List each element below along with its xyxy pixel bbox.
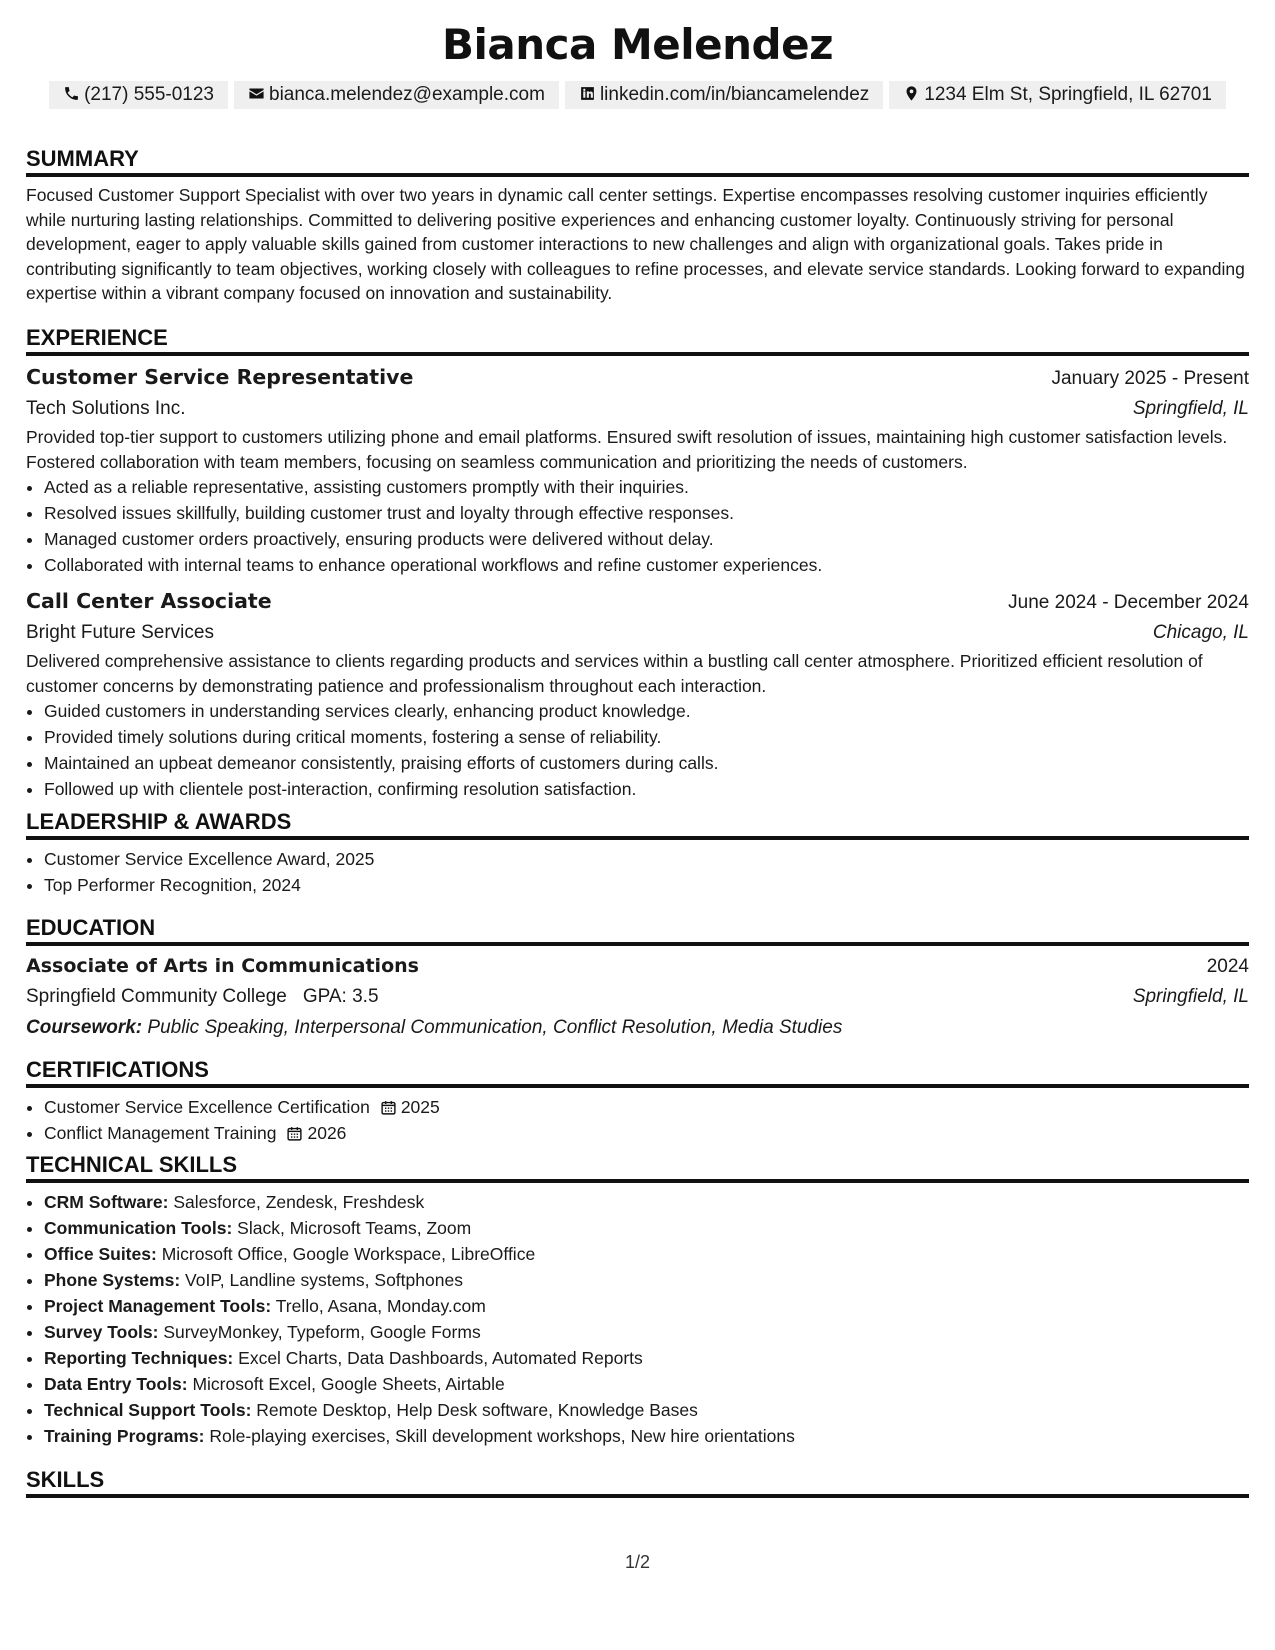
degree: Associate of Arts in Communications [26, 955, 419, 977]
list-item: • Resolved issues skillfully, building customer trust and loyalty through effective responses. [44, 500, 1249, 526]
list-item: • Customer Service Excellence Award, 2025 [44, 846, 1249, 872]
skill-values: Microsoft Excel, Google Sheets, Airtable [192, 1374, 505, 1394]
section-title: EXPERIENCE [26, 323, 1249, 356]
experience-section [26, 323, 1249, 802]
technical-skills-list [26, 1189, 1249, 1449]
list-item [44, 1267, 1249, 1293]
job-title: Customer Service Representative [26, 365, 414, 389]
section-title: EDUCATION [26, 913, 1249, 946]
awards-section [26, 807, 1249, 898]
contact-linkedin-text: linkedin.com/in/biancamelendez [599, 84, 870, 105]
envelope-icon [248, 85, 265, 102]
school-location: Springfield, IL [1132, 986, 1249, 1007]
certification-name: Customer Service Excellence Certification [44, 1097, 370, 1117]
list-item [44, 1120, 1249, 1146]
graduation-year: 2024 [1206, 956, 1249, 977]
calendar-icon [286, 1125, 303, 1142]
skills-section [26, 1465, 1249, 1504]
education-section [26, 913, 1249, 1042]
contact-linkedin[interactable] [565, 81, 883, 109]
skill-values: Role-playing exercises, Skill development workshops, New hire orientations [209, 1426, 795, 1446]
contact-email-text: bianca.melendez@example.com [269, 84, 545, 105]
certifications-list [26, 1094, 1249, 1146]
certification-name: Conflict Management Training [44, 1123, 277, 1143]
awards-list [26, 846, 1249, 898]
summary-section [26, 144, 1249, 306]
list-item [44, 1371, 1249, 1397]
list-item [44, 1319, 1249, 1345]
skill-category: Reporting Techniques: [44, 1348, 234, 1368]
skill-category: Communication Tools: [44, 1218, 233, 1238]
certification-year: 2025 [400, 1097, 440, 1117]
skill-values: Slack, Microsoft Teams, Zoom [237, 1218, 472, 1238]
certification-year: 2026 [307, 1123, 347, 1143]
list-item: • Followed up with clientele post-interaction, confirming resolution satisfaction. [44, 776, 1249, 802]
section-title: TECHNICAL SKILLS [26, 1150, 1249, 1183]
list-item: • Maintained an upbeat demeanor consistently, praising efforts of customers during calls. [44, 750, 1249, 776]
job-dates: January 2025 - Present [1051, 368, 1249, 389]
contact-address [889, 81, 1226, 109]
list-item [44, 1423, 1249, 1449]
skill-values: Microsoft Office, Google Workspace, LibreOffice [161, 1244, 536, 1264]
contact-phone[interactable] [49, 81, 228, 109]
job-entry [26, 362, 1249, 578]
list-item [44, 1189, 1249, 1215]
section-title: LEADERSHIP & AWARDS [26, 807, 1249, 840]
section-title: SUMMARY [26, 144, 1249, 177]
coursework [26, 1013, 1249, 1042]
job-dates: June 2024 - December 2024 [1008, 592, 1249, 613]
skill-values: Remote Desktop, Help Desk software, Knowledge Bases [256, 1400, 698, 1420]
skill-category: Training Programs: [44, 1426, 205, 1446]
list-item: • Guided customers in understanding services clearly, enhancing product knowledge. [44, 698, 1249, 724]
calendar-icon [380, 1099, 397, 1116]
list-item: • Collaborated with internal teams to enhance operational workflows and refine customer experiences. [44, 552, 1249, 578]
contact-address-text: 1234 Elm St, Springfield, IL 62701 [924, 84, 1212, 105]
page-number: 1/2 [624, 1552, 651, 1572]
job-company: Tech Solutions Inc. [26, 398, 186, 419]
candidate-name: Bianca Melendez [441, 20, 834, 69]
skill-values: Trello, Asana, Monday.com [275, 1296, 486, 1316]
list-item: • Acted as a reliable representative, assisting customers promptly with their inquiries. [44, 474, 1249, 500]
map-pin-icon [903, 85, 920, 102]
job-description: Delivered comprehensive assistance to clients regarding products and services within a bustling call center atmosphere. Prioritized efficient resolution of customer concerns by demonstrating patience and professionalism throughout each interaction. [26, 651, 1203, 696]
contact-email[interactable] [234, 81, 559, 109]
job-title: Call Center Associate [26, 589, 272, 613]
list-item: • Provided timely solutions during critical moments, fostering a sense of reliability. [44, 724, 1249, 750]
list-item [44, 1241, 1249, 1267]
section-title: SKILLS [26, 1465, 1249, 1498]
skill-values: Excel Charts, Data Dashboards, Automated Reports [238, 1348, 643, 1368]
skill-category: Survey Tools: [44, 1322, 159, 1342]
list-item [44, 1215, 1249, 1241]
skill-category: Technical Support Tools: [44, 1400, 252, 1420]
contact-bar [0, 81, 1275, 109]
list-item [44, 1293, 1249, 1319]
list-item [44, 1345, 1249, 1371]
coursework-label: Coursework: [26, 1017, 143, 1038]
skill-category: CRM Software: [44, 1192, 169, 1212]
job-description: Provided top-tier support to customers utilizing phone and email platforms. Ensured swift resolution of issues, maintaining high customer satisfaction levels. Fostered collaboration with team members, focusing on seamless communication and prioritizing the needs of customers. [26, 427, 1228, 472]
list-item [44, 1094, 1249, 1120]
job-location: Chicago, IL [1152, 622, 1249, 643]
skill-values: SurveyMonkey, Typeform, Google Forms [163, 1322, 481, 1342]
certifications-section [26, 1055, 1249, 1146]
phone-icon [63, 85, 80, 102]
job-company: Bright Future Services [26, 622, 214, 643]
skill-values: Salesforce, Zendesk, Freshdesk [173, 1192, 425, 1212]
coursework-list: Public Speaking, Interpersonal Communication, Conflict Resolution, Media Studies [147, 1017, 843, 1038]
list-item: • Top Performer Recognition, 2024 [44, 872, 1249, 898]
list-item [44, 1397, 1249, 1423]
gpa: GPA: 3.5 [302, 986, 379, 1007]
job-bullets [26, 474, 1249, 578]
job-bullets [26, 698, 1249, 802]
job-location: Springfield, IL [1132, 398, 1249, 419]
technical-skills-section [26, 1150, 1249, 1449]
job-entry [26, 586, 1249, 802]
skill-category: Office Suites: [44, 1244, 157, 1264]
skill-values: VoIP, Landline systems, Softphones [185, 1270, 463, 1290]
skill-category: Phone Systems: [44, 1270, 181, 1290]
section-title: CERTIFICATIONS [26, 1055, 1249, 1088]
school-name: Springfield Community College [26, 986, 287, 1007]
contact-phone-text: (217) 555-0123 [84, 84, 214, 105]
list-item: • Managed customer orders proactively, ensuring products were delivered without delay. [44, 526, 1249, 552]
summary-text: Focused Customer Support Specialist with over two years in dynamic call center settings. Expertise encompasses resolving customer inquiries efficiently while nurturing lasting relationships. Committed to delivering positive experiences and enhancing customer loyalty. Continuously striving for personal development, eager to apply valuable skills gained from customer interactions to new challenges and align with organizational goals. Takes pride in contributing significantly to team objectives, working closely with colleagues to refine processes, and elevate service standards. Looking forward to expanding expertise within a vibrant company focused on innovation and sustainability. [26, 185, 1245, 303]
skill-category: Data Entry Tools: [44, 1374, 188, 1394]
skill-category: Project Management Tools: [44, 1296, 272, 1316]
linkedin-icon [579, 85, 596, 102]
